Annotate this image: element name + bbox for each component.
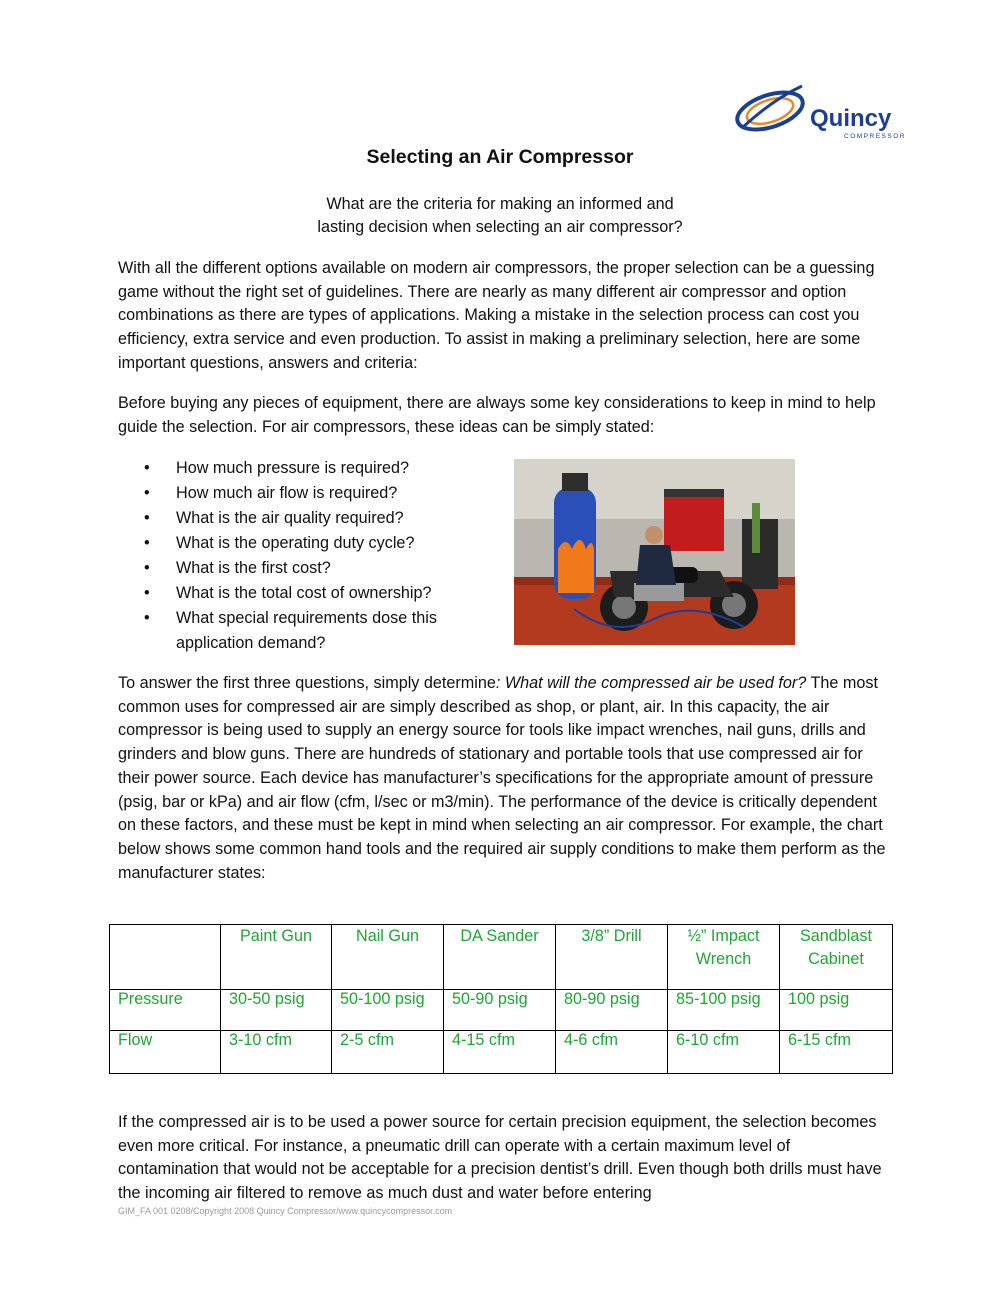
table-cell: 50-100 psig bbox=[332, 990, 444, 1031]
list-item: • What is the first cost? bbox=[118, 556, 498, 581]
table-cell: Flow bbox=[110, 1031, 221, 1074]
answer-lead: To answer the first three questions, simply determine bbox=[118, 674, 496, 692]
table-header-cell: DA Sander bbox=[444, 925, 556, 990]
table-cell: 4-15 cfm bbox=[444, 1031, 556, 1074]
table-cell: 2-5 cfm bbox=[332, 1031, 444, 1074]
list-item: • What is the air quality required? bbox=[118, 506, 498, 531]
list-item: • How much pressure is required? bbox=[118, 456, 498, 481]
table-cell: 85-100 psig bbox=[668, 990, 780, 1031]
table-header-cell bbox=[110, 925, 221, 990]
table-cell: 50-90 psig bbox=[444, 990, 556, 1031]
answer-question: : What will the compressed air be used for? bbox=[495, 674, 807, 692]
table-header-row bbox=[110, 925, 893, 990]
list-item: • How much air flow is required? bbox=[118, 481, 498, 506]
table-row bbox=[110, 1031, 893, 1074]
table-header-cell: Sandblast Cabinet bbox=[780, 925, 893, 990]
svg-text:COMPRESSOR: COMPRESSOR bbox=[844, 133, 906, 140]
svg-text:Quincy: Quincy bbox=[810, 105, 892, 132]
table-cell: 6-10 cfm bbox=[668, 1031, 780, 1074]
intro-paragraph: With all the different options available on modern air compressors, the proper selection can be a guessing game without the right set of guidelines. There are nearly as many different air compressor and option combinations as there are types of applications. Making a mistake in the selection process can cost you efficiency, extra service and even production. To assist in making a preliminary selection, here are some important questions, answers and criteria: bbox=[118, 259, 875, 372]
table-header-cell: Paint Gun bbox=[221, 925, 332, 990]
list-item: • What is the total cost of ownership? bbox=[118, 581, 498, 606]
table-cell: 6-15 cfm bbox=[780, 1031, 893, 1074]
criteria-list bbox=[118, 456, 498, 656]
quincy-compressor-logo bbox=[732, 80, 912, 142]
list-item: • What special requirements dose this application demand? bbox=[118, 606, 498, 656]
copyright-footer: GIM_FA 001 0208/Copyright 2008 Quincy Compressor/www.quincycompressor.com bbox=[118, 1206, 453, 1216]
table-cell: Pressure bbox=[110, 990, 221, 1031]
table-cell: 4-6 cfm bbox=[556, 1031, 668, 1074]
subtitle-line-2: lasting decision when selecting an air compressor? bbox=[317, 218, 683, 236]
tool-requirements-table bbox=[109, 924, 893, 1074]
precision-paragraph: If the compressed air is to be used a power source for certain precision equipment, the selection becomes even more critical. For instance, a pneumatic drill can operate with a certain maximum level of contamination that would not be acceptable for a precision dentist’s drill. Even though both drills must have the incoming air filtered to remove as much dust and water before entering bbox=[118, 1113, 882, 1203]
considerations-paragraph: Before buying any pieces of equipment, there are always some key considerations to keep in mind to help guide the selection. For air compressors, these ideas can be simply stated: bbox=[118, 394, 876, 436]
table-header-cell: Nail Gun bbox=[332, 925, 444, 990]
motorcycle-shop-photo bbox=[514, 459, 795, 645]
subtitle-line-1: What are the criteria for making an informed and bbox=[326, 195, 674, 213]
page-title: Selecting an Air Compressor bbox=[366, 146, 634, 168]
table-cell: 30-50 psig bbox=[221, 990, 332, 1031]
table-row bbox=[110, 990, 893, 1031]
table-cell: 100 psig bbox=[780, 990, 893, 1031]
answer-paragraph bbox=[118, 672, 888, 885]
table-header-cell: 3/8” Drill bbox=[556, 925, 668, 990]
answer-rest: The most common uses for compressed air are simply described as shop, or plant, air. In this capacity, the air compressor is being used to supply an energy source for tools like impact wrenches, nail guns, drills and grinders and blow guns. There are hundreds of stationary and portable tools that use compressed air for their power source. Each device has manufacturer’s specifications for the appropriate amount of pressure (psig, bar or kPa) and air flow (cfm, l/sec or m3/min). The performance of the device is critically dependent on these factors, and these must be kept in mind when selecting an air compressor. For example, the chart below shows some common hand tools and the required air supply conditions to make them perform as the manufacturer states: bbox=[118, 674, 886, 882]
subtitle bbox=[0, 193, 1000, 239]
table-header-cell: ½” Impact Wrench bbox=[668, 925, 780, 990]
table-cell: 3-10 cfm bbox=[221, 1031, 332, 1074]
list-item: • What is the operating duty cycle? bbox=[118, 531, 498, 556]
table-cell: 80-90 psig bbox=[556, 990, 668, 1031]
